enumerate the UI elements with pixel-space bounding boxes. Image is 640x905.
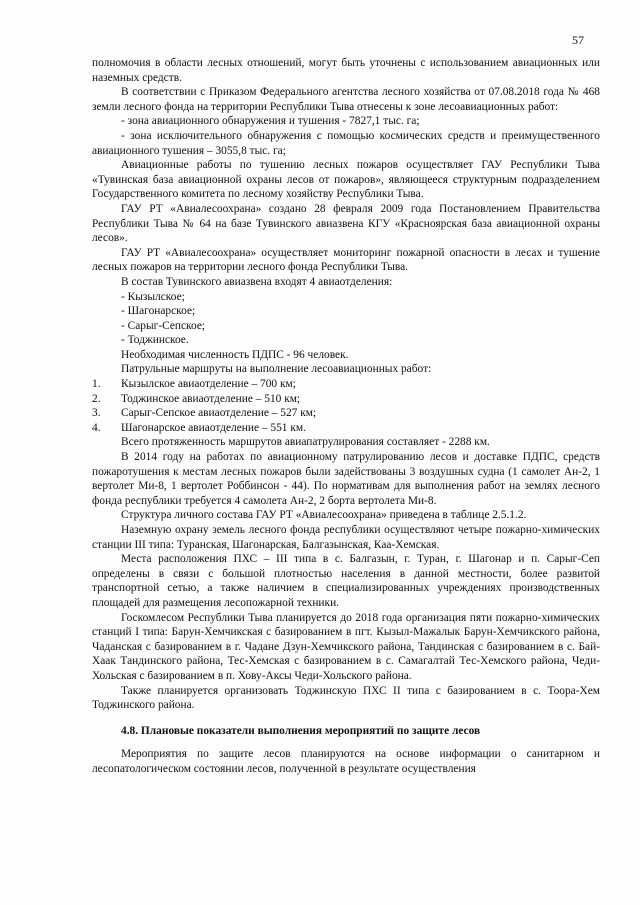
route-text: Кызылское авиаотделение – 700 км;: [121, 378, 296, 391]
paragraph: ГАУ РТ «Авиалесоохрана» создано 28 февраля 2009 года Постановлением Правительства Республики Тыва № 64 на базе Тувинского авиазвена КГУ «Красноярская база авиационной охраны лесов».: [92, 202, 600, 245]
route-text: Тоджинское авиаотделение – 510 км;: [121, 392, 301, 405]
route-text: Сарыг-Сепское авиаотделение – 527 км;: [121, 407, 317, 420]
paragraph: Также планируется организовать Тоджинскую ПХС II типа с базированием в с. Тоора-Хем Тоджинского района.: [92, 684, 600, 712]
document-body: [92, 56, 600, 777]
route-number: 3.: [92, 407, 101, 420]
paragraph: ГАУ РТ «Авиалесоохрана» осуществляет мониторинг пожарной опасности в лесах и тушение лесных пожаров на территории лесного фонда Республики Тыва.: [92, 246, 600, 274]
paragraph: Авиационные работы по тушению лесных пожаров осуществляет ГАУ Республики Тыва «Тувинская база авиационной охраны лесов от пожаров», являющееся структурным подразделением Государственного комитета по лесному хозяйству Республики Тыва.: [92, 159, 600, 201]
route-item: [92, 421, 600, 436]
paragraph: В соответствии с Приказом Федерального агентства лесного хозяйства от 07.08.2018 года № 468 земли лесного фонда на территории Республики Тыва отнесены к зоне лесоавиационных работ:: [92, 86, 600, 113]
route-number: 1.: [92, 378, 101, 391]
route-number: 4.: [92, 421, 101, 434]
route-number: 2.: [92, 392, 101, 405]
page-number: 57: [572, 33, 584, 47]
route-item: [92, 392, 600, 407]
paragraph: В 2014 году на работах по авиационному патрулированию лесов и доставке ПДПС, средств пожаротушения к местам лесных пожаров были задействованы 3 воздушных судна (1 самолет Ан-2, 1 вертолет Ми-8, 1 вертолет Роббинсон - 44). По нормативам для выполнения работ на землях лесного фонда республики требуется 4 самолета Ан-2, 2 борта вертолета Ми-8.: [92, 451, 600, 507]
list-item: - зона исключительного обнаружения с помощью космических средств и преимущественного авиационного тушения – 3055,8 тыс. га;: [92, 129, 600, 157]
paragraph: Госкомлесом Республики Тыва планируется до 2018 года организация пяти пожарно-химических станций I типа: Барун-Хемчикская с базированием в пгт. Кызыл-Мажалык Барун-Хемчикского района, Чаданская с базированием в г. Чадане Дзун-Хемчикского района, Тандинская с базированием в с. Бай-Хаак Тандинского района, Тес-Хемская с базированием в с. Самагалтай Тес-Хемского района, Чеди-Хольская с базированием в п. Хову-Аксы Чеди-Хольского района.: [92, 611, 600, 682]
paragraph: Всего протяженность маршрутов авиапатрулирования составляет - 2288 км.: [121, 436, 490, 449]
list-item: - Тоджинское.: [121, 334, 189, 347]
route-item: [92, 406, 600, 421]
route-text: Шагонарское авиаотделение – 551 км.: [121, 421, 306, 434]
routes-list: [92, 377, 600, 435]
list-item: - Кызылское;: [121, 290, 185, 303]
paragraph: В состав Тувинского авиазвена входят 4 авиаотделения:: [121, 275, 393, 288]
list-item: - Шагонарское;: [121, 305, 196, 318]
paragraph: Необходимая численность ПДПС - 96 человек.: [121, 348, 349, 361]
paragraph: Структура личного состава ГАУ РТ «Авиалесоохрана» приведена в таблице 2.5.1.2.: [121, 509, 527, 522]
paragraph: полномочия в области лесных отношений, могут быть уточнены с использованием авиационных или наземных средств.: [92, 57, 600, 84]
section-heading: 4.8. Плановые показатели выполнения мероприятий по защите лесов: [121, 724, 481, 737]
paragraph: Места расположения ПХС – III типа в с. Балгазын, г. Туран, г. Шагонар и п. Сарыг-Сеп определены в связи с большой плотностью населения в данной местности, более развитой транспортной сетью, а также наличием в специализированных учреждениях производственных площадей для размещения лесопожарной техники.: [92, 553, 600, 609]
paragraph: Мероприятия по защите лесов планируются на основе информации о санитарном и лесопатологическом состоянии лесов, полученной в результате осуществления: [92, 748, 600, 775]
paragraph: Наземную охрану земель лесного фонда республики осуществляют четыре пожарно-химических станции III типа: Туранская, Шагонарская, Балгазынская, Каа-Хемская.: [92, 524, 600, 551]
list-item: - зона авиационного обнаружения и тушения - 7827,1 тыс. га;: [121, 115, 420, 128]
route-item: [92, 377, 600, 392]
paragraph: Патрульные маршруты на выполнение лесоавиационных работ:: [121, 363, 432, 376]
list-item: - Сарыг-Сепское;: [121, 319, 206, 332]
